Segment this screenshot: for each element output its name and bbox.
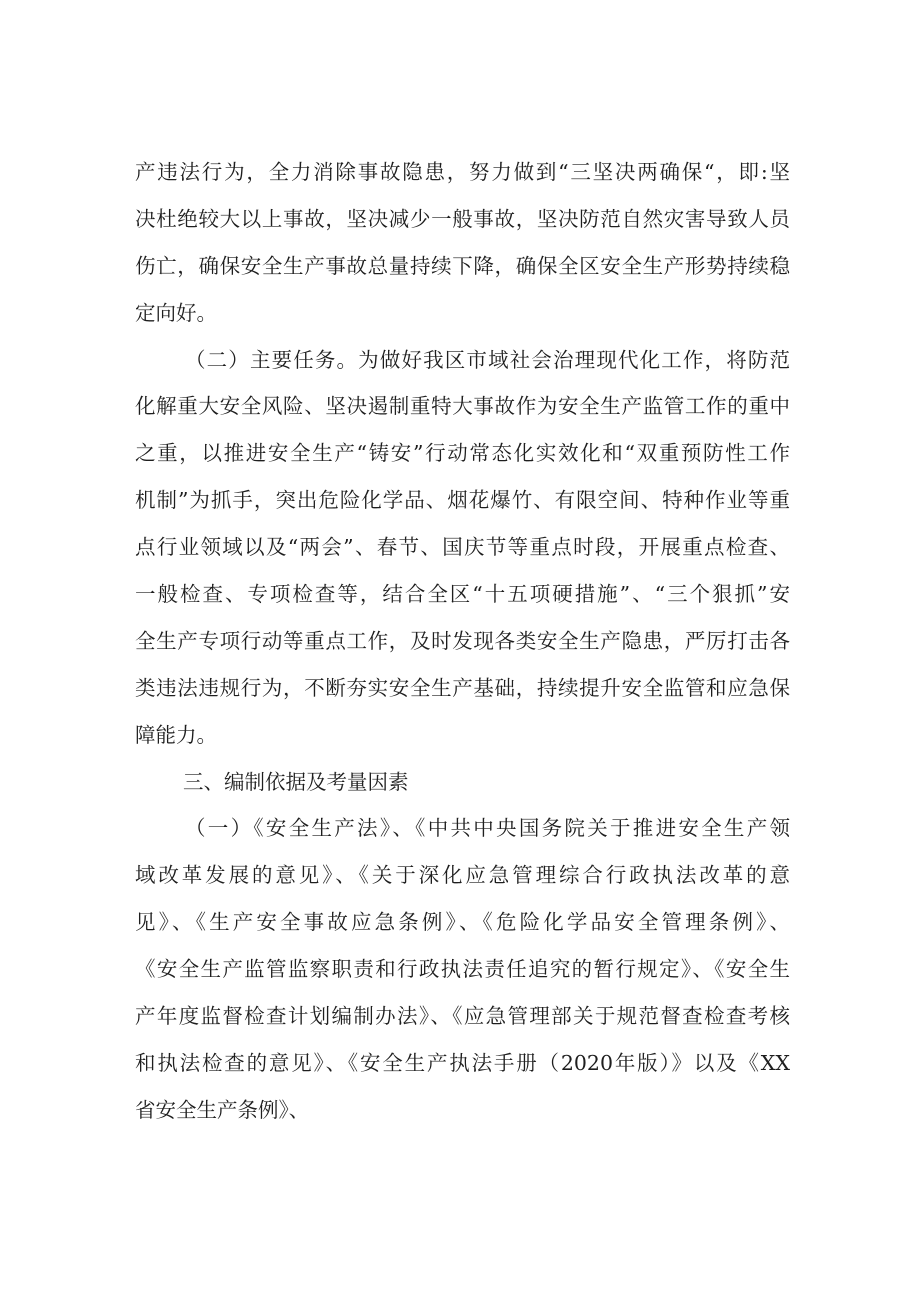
paragraph-line: 障能力。: [135, 722, 217, 747]
paragraph-line: 类违法违规行为，不断夯实安全生产基础，持续提升安全监管和应急保: [135, 675, 790, 700]
paragraph-line: 点行业领域以及“两会”、春节、国庆节等重点时段，开展重点检查、: [135, 535, 790, 560]
paragraph-line: 《安全生产监管监察职责和行政执法责任追究的暂行规定》、《安全生: [135, 957, 790, 982]
paragraph-line: 定向好。: [135, 300, 217, 325]
paragraph-line: 全生产专项行动等重点工作，及时发现各类安全生产隐患，严厉打击各: [135, 628, 790, 653]
document-body: [135, 149, 790, 1134]
paragraph-line: 机制”为抓手，突出危险化学品、烟花爆竹、有限空间、特种作业等重: [135, 488, 790, 513]
paragraph-line: 化解重大安全风险、坚决遏制重特大事故作为安全生产监管工作的重中: [135, 394, 790, 419]
paragraph-line: 决杜绝较大以上事故，坚决减少一般事故，坚决防范自然灾害导致人员: [135, 206, 790, 231]
paragraph-line: 域改革发展的意见》、《关于深化应急管理综合行政执法改革的意: [135, 863, 790, 888]
paragraph-line: 省安全生产条例》、: [135, 1097, 310, 1122]
paragraph-line: （一）《安全生产法》、《中共中央国务院关于推进安全生产领: [185, 816, 790, 841]
paragraph-line: （二）主要任务。为做好我区市域社会治理现代化工作，将防范: [185, 347, 790, 372]
paragraph-line: 之重，以推进安全生产“铸安”行动常态化实效化和“双重预防性工作: [135, 441, 790, 466]
section-heading: 三、编制依据及考量因素: [183, 769, 409, 794]
paragraph-line: 产违法行为，全力消除事故隐患，努力做到“三坚决两确保“，即:坚: [135, 160, 790, 184]
paragraph-line: 伤亡，确保安全生产事故总量持续下降，确保全区安全生产形势持续稳: [135, 253, 790, 278]
paragraph-line: 产年度监督检查计划编制办法》、《应急管理部关于规范督查检查考核: [135, 1004, 790, 1029]
paragraph-line: 一般检查、专项检查等，结合全区“十五项硬措施”、“三个狠抓”安: [135, 582, 790, 607]
paragraph-line: 见》、《生产安全事故应急条例》、《危险化学品安全管理条例》、: [135, 910, 790, 935]
paragraph-line: 和执法检查的意见》、《安全生产执法手册（2020年版）》以及《XX: [135, 1050, 790, 1075]
